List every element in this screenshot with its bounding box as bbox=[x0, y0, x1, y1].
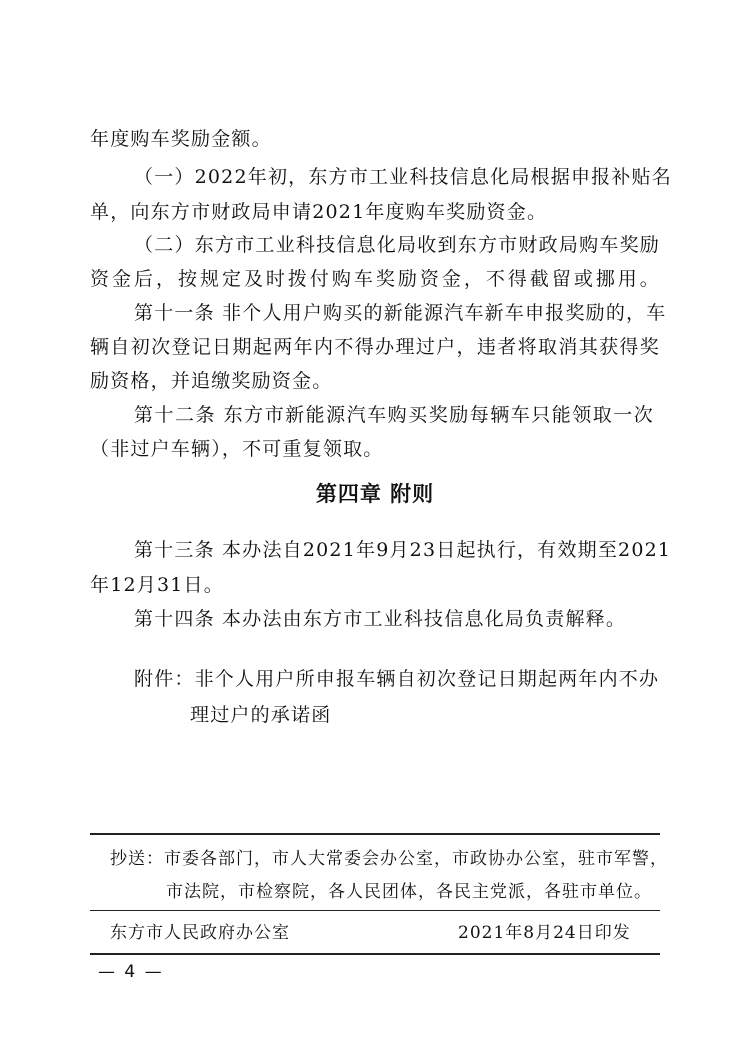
cc-line: 市法院，市检察院，各人民团体，各民主党派，各驻市单位。 bbox=[166, 882, 652, 902]
paragraph-line: （二）东方市工业科技信息化局收到东方市财政局购车奖励 bbox=[134, 234, 660, 256]
issuing-office: 东方市人民政府办公室 bbox=[110, 923, 290, 943]
attachment-line: 附件：非个人用户所申报车辆自初次登记日期起两年内不办 bbox=[134, 668, 660, 690]
article-13-line: 第十三条 本办法自2021年9月23日起执行，有效期至2021 bbox=[134, 539, 672, 561]
article-12-line: （非过户车辆），不可重复领取。 bbox=[90, 438, 384, 460]
article-13-line: 年12月31日。 bbox=[90, 574, 224, 596]
attachment-line: 理过户的承诺函 bbox=[190, 704, 332, 726]
article-11-line: 励资格，并追缴奖励资金。 bbox=[90, 370, 333, 392]
chapter-heading: 第四章 附则 bbox=[315, 482, 435, 506]
divider bbox=[90, 910, 660, 911]
article-11-line: 辆自初次登记日期起两年内不得办理过户，违者将取消其获得奖 bbox=[90, 336, 660, 358]
article-12-line: 第十二条 东方市新能源汽车购买奖励每辆车只能领取一次 bbox=[134, 404, 654, 426]
article-14-line: 第十四条 本办法由东方市工业科技信息化局负责解释。 bbox=[134, 608, 627, 630]
paragraph-line: 资金后，按规定及时拨付购车奖励资金，不得截留或挪用。 bbox=[90, 268, 660, 290]
divider bbox=[90, 833, 660, 835]
paragraph-line: （一）2022年初，东方市工业科技信息化局根据申报补贴名 bbox=[134, 166, 672, 188]
issue-date: 2021年8月24日印发 bbox=[458, 923, 631, 943]
article-11-line: 第十一条 非个人用户购买的新能源汽车新车申报奖励的，车 bbox=[134, 302, 667, 324]
divider bbox=[90, 953, 660, 955]
page-number: — 4 — bbox=[98, 962, 164, 982]
cc-line: 抄送：市委各部门，市人大常委会办公室，市政协办公室，驻市军警， bbox=[110, 849, 668, 869]
paragraph-line: 单，向东方市财政局申请2021年度购车奖励资金。 bbox=[90, 201, 548, 223]
paragraph-line: 年度购车奖励金额。 bbox=[90, 128, 272, 150]
